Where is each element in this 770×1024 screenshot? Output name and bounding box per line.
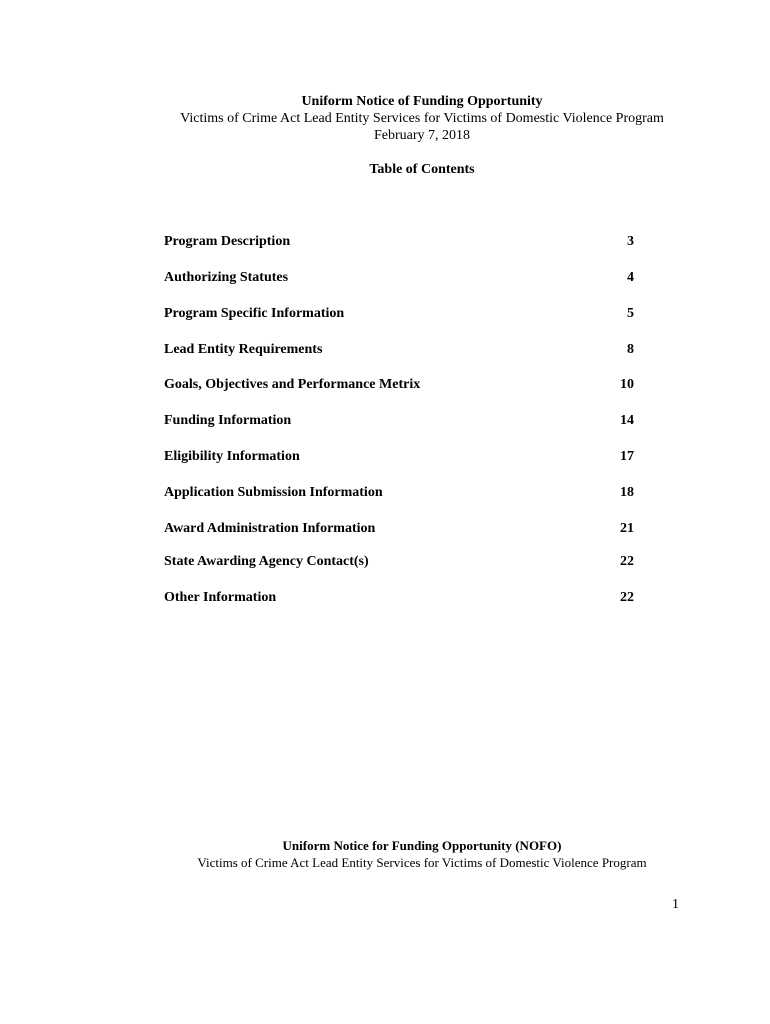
toc-entry-page: 21 [620, 521, 634, 536]
toc-entry-label: State Awarding Agency Contact(s) [164, 554, 369, 569]
document-date: February 7, 2018 [373, 128, 471, 143]
footer-title: Uniform Notice for Funding Opportunity (NOFO) [282, 838, 562, 853]
toc-entry [164, 376, 634, 412]
toc-entry [164, 520, 634, 553]
toc-entry-label: Eligibility Information [164, 449, 300, 464]
toc-entry-label: Other Information [164, 590, 277, 605]
toc-entry [164, 305, 634, 341]
footer-subtitle: Victims of Crime Act Lead Entity Services for Victims of Domestic Violence Program [197, 855, 647, 870]
toc-entry-label: Program Specific Information [164, 306, 345, 321]
toc-entry [164, 589, 634, 625]
toc-entry-page: 10 [620, 377, 634, 392]
toc-entry-label: Goals, Objectives and Performance Metrix [164, 377, 421, 392]
toc-entry-label: Authorizing Statutes [164, 270, 289, 285]
toc-entry [164, 448, 634, 484]
page-number: 1 [672, 897, 679, 912]
toc-entry [164, 269, 634, 305]
toc-entry [164, 484, 634, 520]
toc-entry-page: 22 [620, 554, 634, 569]
toc-entry-label: Funding Information [164, 413, 292, 428]
toc-entry [164, 233, 634, 269]
toc-entry-page: 17 [620, 449, 634, 464]
toc-entry [164, 341, 634, 376]
toc-entry [164, 553, 634, 589]
toc-entry-page: 18 [620, 485, 634, 500]
toc-entry-page: 8 [627, 342, 634, 357]
toc-entry-page: 3 [627, 234, 634, 249]
toc-entry-page: 4 [627, 270, 634, 285]
toc-entry-label: Application Submission Information [164, 485, 383, 500]
toc-entry-label: Award Administration Information [164, 521, 376, 536]
document-header [0, 93, 770, 144]
toc-entry-label: Program Description [164, 234, 291, 249]
toc-entry-label: Lead Entity Requirements [164, 342, 323, 357]
toc-entry-page: 5 [627, 306, 634, 321]
document-subtitle: Victims of Crime Act Lead Entity Services for Victims of Domestic Violence Program [180, 111, 664, 126]
toc-entry-page: 22 [620, 590, 634, 605]
table-of-contents [164, 233, 634, 625]
toc-heading: Table of Contents [369, 162, 475, 177]
document-title: Uniform Notice of Funding Opportunity [301, 94, 543, 109]
document-footer [0, 837, 770, 871]
toc-entry [164, 412, 634, 448]
toc-entry-page: 14 [620, 413, 634, 428]
